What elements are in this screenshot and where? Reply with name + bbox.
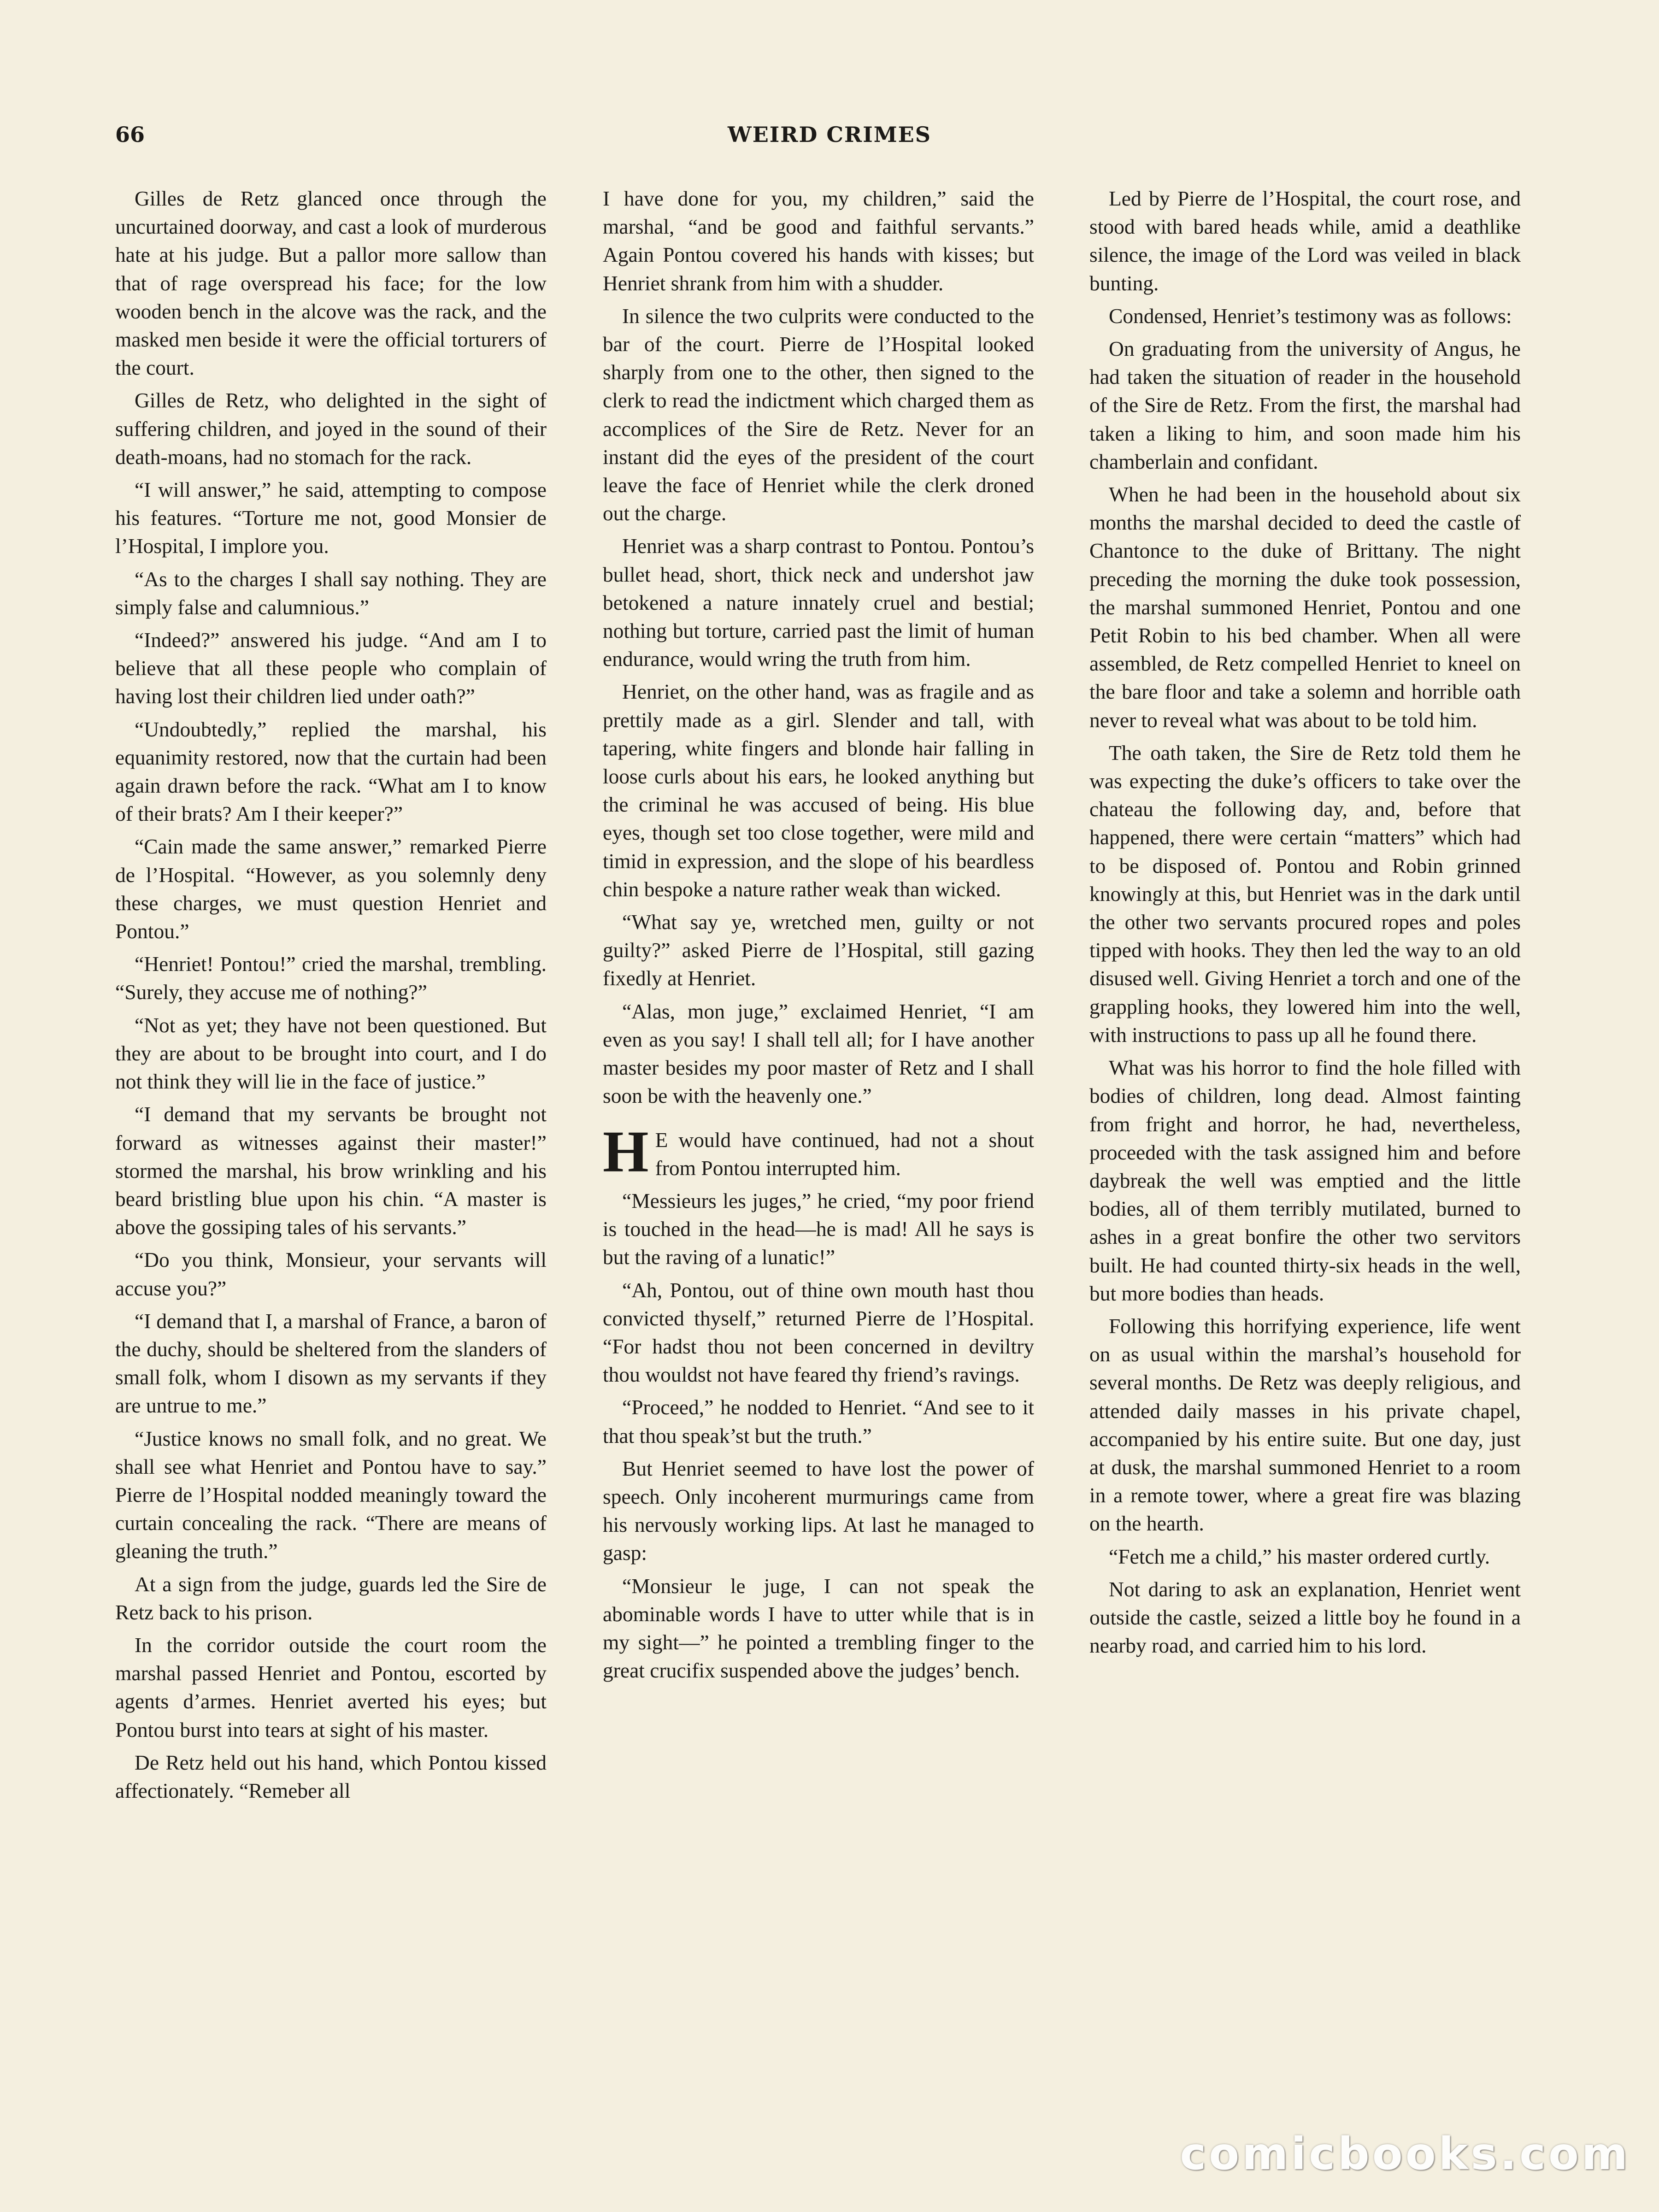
paragraph: “Ah, Pontou, out of thine own mouth hast thou convicted thyself,” returned Pierre de l’Hospital. “For hadst thou not been concerned in deviltry thou wouldst not have feared thy friend’s ravings. bbox=[603, 1278, 1034, 1387]
paragraph: But Henriet seemed to have lost the power of speech. Only incoherent murmurings came from his nervously working lips. At last he managed to gasp: bbox=[603, 1456, 1034, 1565]
paragraph: Gilles de Retz glanced once through the uncurtained doorway, and cast a look of murderous hate at his judge. But a pallor more sallow than that of rage overspread his face; for the low wooden bench in the alcove was the rack, and the masked men beside it were the official torturers of the court. bbox=[115, 187, 547, 380]
paragraph: “I will answer,” he said, attempting to compose his features. “Torture me not, good Monsier de l’Hospital, I implore you. bbox=[115, 478, 547, 558]
text-column-3 bbox=[1089, 184, 1521, 2101]
paragraph: “I demand that my servants be brought not forward as witnesses against their master!” stormed the marshal, his brow wrinkling and his beard bristling blue upon his chin. “A master is above the gossiping tales of his servants.” bbox=[115, 1102, 547, 1239]
paragraph: At a sign from the judge, guards led the Sire de Retz back to his prison. bbox=[115, 1572, 547, 1624]
page-header bbox=[115, 121, 1544, 158]
paragraph: “Alas, mon juge,” exclaimed Henriet, “I am even as you say! I shall tell all; for I have another master besides my poor master of Retz and I shall soon be with the heavenly one.” bbox=[603, 999, 1034, 1108]
paragraph: Henriet was a sharp contrast to Pontou. Pontou’s bullet head, short, thick neck and undershot jaw betokened a nature innately cruel and bestial; nothing but torture, carried past the limit of human endurance, would wring the truth from him. bbox=[603, 534, 1034, 671]
section-opening-paragraph bbox=[603, 1118, 1034, 1184]
paragraph: When he had been in the household about six months the marshal decided to deed the castle of Chantonce to the duke of Brittany. The night preceding the morning the duke took possession, the marshal summoned Henriet, Pontou and one Petit Robin to his bed chamber. When all were assembled, de Retz compelled Henriet to kneel on the bare floor and take a solemn and horrible oath never to reveal what was about to be told him. bbox=[1089, 482, 1521, 732]
text-column-2 bbox=[603, 184, 1034, 2101]
text-column-1 bbox=[115, 184, 547, 2101]
paragraph: “Cain made the same answer,” remarked Pierre de l’Hospital. “However, as you solemnly deny these charges, we must question Henriet and Pontou.” bbox=[115, 835, 547, 943]
paragraph: “I demand that I, a marshal of France, a baron of the duchy, should be sheltered from the slanders of small folk, whom I disown as my servants if they are untrue to me.” bbox=[115, 1309, 547, 1418]
drop-cap: H bbox=[603, 1118, 649, 1184]
paragraph: Gilles de Retz, who delighted in the sight of suffering children, and joyed in the sound of their death-moans, had no stomach for the rack. bbox=[115, 388, 547, 469]
paragraph: Not daring to ask an explanation, Henriet went outside the castle, seized a little boy he found in a nearby road, and carried him to his lord. bbox=[1089, 1577, 1521, 1658]
page-number: 66 bbox=[115, 122, 145, 147]
running-title: WEIRD CRIMES bbox=[728, 122, 931, 147]
site-watermark: comicbooks.com bbox=[1180, 2128, 1630, 2180]
paragraph: “Henriet! Pontou!” cried the marshal, trembling. “Surely, they accuse me of nothing?” bbox=[115, 952, 547, 1004]
section-opening-text: E would have continued, had not a shout from Pontou interrupted him. bbox=[655, 1128, 1034, 1180]
paragraph: In the corridor outside the court room the marshal passed Henriet and Pontou, escorted by agents d’armes. Henriet averted his eyes; but Pontou burst into tears at sight of his master. bbox=[115, 1633, 547, 1741]
paragraph: “Not as yet; they have not been questioned. But they are about to be brought into court, and I do not think they will lie in the face of justice.” bbox=[115, 1013, 547, 1094]
paragraph: The oath taken, the Sire de Retz told them he was expecting the duke’s officers to take over the chateau the following day, and, before that happened, there were certain “matters” which had to be disposed of. Pontou and Robin grinned knowingly at this, but Henriet was in the dark until the other two servants procured ropes and poles tipped with hooks. They then led the way to an old disused well. Giving Henriet a torch and one of the grappling hooks, they lowered him into the well, with instructions to pass up all he found there. bbox=[1089, 741, 1521, 1047]
paragraph: Led by Pierre de l’Hospital, the court rose, and stood with bared heads while, amid a deathlike silence, the image of the Lord was veiled in black bunting. bbox=[1089, 187, 1521, 295]
paragraph: What was his horror to find the hole filled with bodies of children, long dead. Almost fainting from fright and horror, he had, nevertheless, proceeded with the task assigned him and before daybreak the well was emptied and the little bodies, all of them terribly mutilated, burned to ashes in a great bonfire the other two servitors built. He had counted thirty-six heads in the well, but more bodies than heads. bbox=[1089, 1056, 1521, 1305]
paragraph: Henriet, on the other hand, was as fragile and as prettily made as a girl. Slender and tall, with tapering, white fingers and blonde hair falling in loose curls about his ears, he looked anything but the criminal he was accused of being. His blue eyes, though set too close together, were mild and timid in expression, and the slope of his beardless chin bespoke a nature rather weak than wicked. bbox=[603, 680, 1034, 901]
paragraph: “Undoubtedly,” replied the marshal, his equanimity restored, now that the curtain had been again drawn before the rack. “What am I to know of their brats? Am I their keeper?” bbox=[115, 717, 547, 826]
paragraph: “Indeed?” answered his judge. “And am I to believe that all these people who complain of having lost their children lied under oath?” bbox=[115, 628, 547, 708]
paragraph: On graduating from the university of Angus, he had taken the situation of reader in the household of the Sire de Retz. From the first, the marshal had taken a liking to him, and soon made him his chamberlain and confidant. bbox=[1089, 337, 1521, 473]
paragraph: “What say ye, wretched men, guilty or not guilty?” asked Pierre de l’Hospital, still gazing fixedly at Henriet. bbox=[603, 910, 1034, 990]
paragraph: Condensed, Henriet’s testimony was as follows: bbox=[1109, 304, 1512, 328]
paragraph: “Messieurs les juges,” he cried, “my poor friend is touched in the head—he is mad! All he says is but the raving of a lunatic!” bbox=[603, 1188, 1034, 1269]
paragraph: Following this horrifying experience, life went on as usual within the marshal’s household for several months. De Retz was deeply religious, and attended daily masses in his private chapel, accompanied by his entire suite. But one day, just at dusk, the marshal summoned Henriet to a room in a remote tower, where a great fire was blazing on the hearth. bbox=[1089, 1314, 1521, 1535]
paragraph: I have done for you, my children,” said the marshal, “and be good and faithful servants.” Again Pontou covered his hands with kisses; but Henriet shrank from him with a shudder. bbox=[603, 187, 1034, 295]
paragraph: “Monsieur le juge, I can not speak the abominable words I have to utter while that is in my sight—” he pointed a trembling finger to the great crucifix suspended above the judges’ bench. bbox=[603, 1574, 1034, 1683]
paragraph: “Proceed,” he nodded to Henriet. “And see to it that thou speak’st but the truth.” bbox=[603, 1395, 1034, 1447]
paragraph: “As to the charges I shall say nothing. They are simply false and calumnious.” bbox=[115, 567, 547, 619]
paragraph: “Fetch me a child,” his master ordered curtly. bbox=[1109, 1544, 1490, 1568]
paragraph: In silence the two culprits were conducted to the bar of the court. Pierre de l’Hospital looked sharply from one to the other, then signed to the clerk to read the indictment which charged them as accomplices of the Sire de Retz. Never for an instant did the eyes of the president of the court leave the face of Henriet while the clerk droned out the charge. bbox=[603, 304, 1034, 525]
paragraph: De Retz held out his hand, which Pontou kissed affectionately. “Remeber all bbox=[115, 1750, 547, 1802]
paragraph: “Justice knows no small folk, and no great. We shall see what Henriet and Pontou have to say.” Pierre de l’Hospital nodded meaningly toward the curtain concealing the rack. “There are means of gleaning the truth.” bbox=[115, 1426, 547, 1563]
paragraph: “Do you think, Monsieur, your servants will accuse you?” bbox=[115, 1248, 547, 1300]
